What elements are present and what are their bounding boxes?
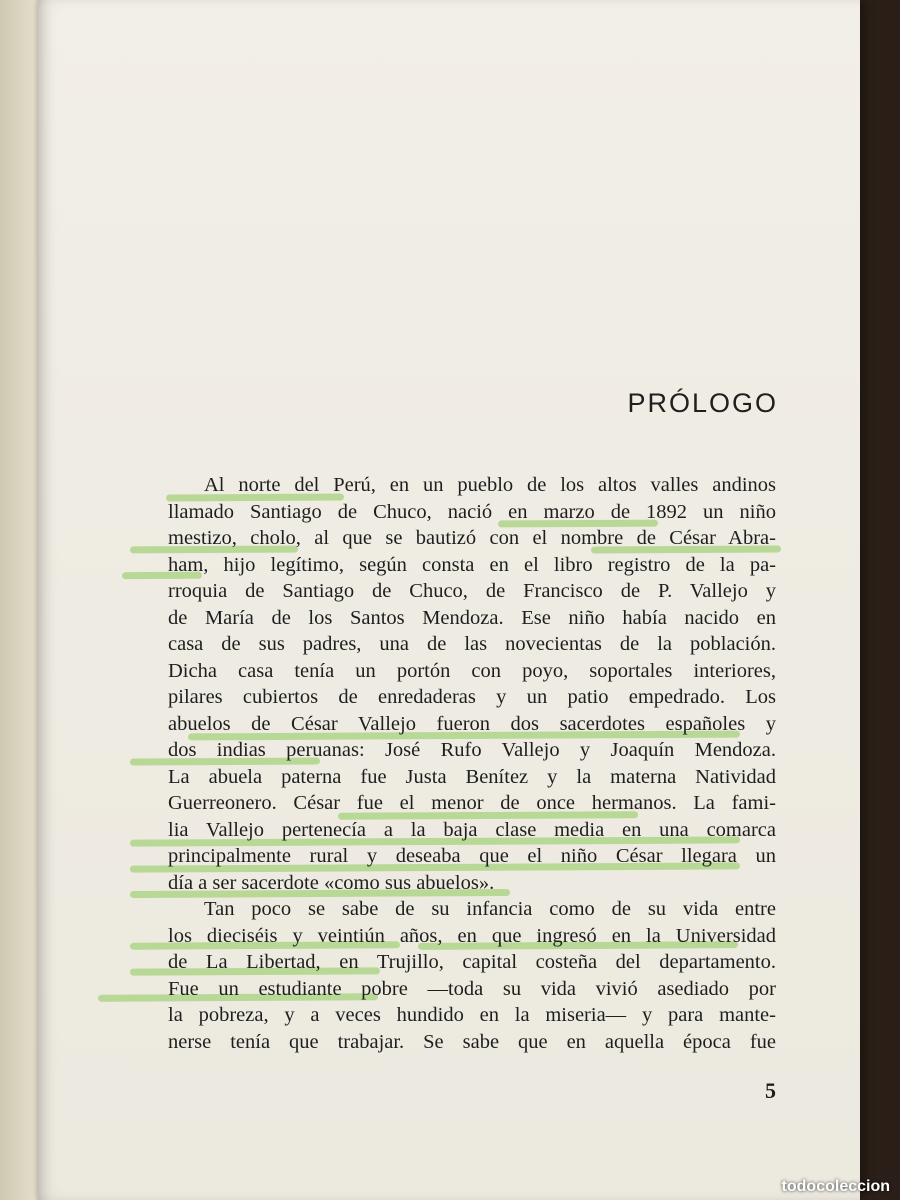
text-line: de María de los Santos Mendoza. Ese niño había nacido en: [168, 606, 776, 629]
page-number: 5: [765, 1078, 776, 1103]
paragraph-1: [168, 472, 776, 896]
text-line: de La Libertad, en Trujillo, capital costeña del departamento.: [168, 951, 776, 973]
text-line: Tan poco se sabe de su infancia como de su vida entre: [204, 898, 776, 920]
text-line: ham, hijo legítimo, según consta en el libro registro de la pa-: [168, 553, 776, 576]
text-line: día a ser sacerdote «como sus abuelos».: [168, 871, 495, 894]
chapter-title: PRÓLOGO: [627, 388, 778, 418]
text-line: los dieciséis y veintiún años, en que ingresó en la Universidad: [168, 924, 776, 947]
text-line: rroquia de Santiago de Chuco, de Francisco de P. Vallejo y: [168, 580, 776, 602]
paragraph-2: [168, 896, 776, 1055]
text-line: La abuela paterna fue Justa Benítez y la materna Natividad: [168, 765, 776, 788]
watermark-logo: todocoleccion: [781, 1178, 890, 1195]
text-line: abuelos de César Vallejo fueron dos sacerdotes españoles y: [168, 712, 776, 735]
text-line: nerse tenía que trabajar. Se sabe que en aquella época fue: [168, 1030, 776, 1053]
text-line: lia Vallejo pertenecía a la baja clase media en una comarca: [168, 818, 776, 841]
text-line: Guerreonero. César fue el menor de once hermanos. La fami-: [168, 792, 776, 814]
text-line: llamado Santiago de Chuco, nació en marzo de 1892 un niño: [168, 500, 776, 523]
text-line: Fue un estudiante pobre —toda su vida vivió asediado por: [168, 977, 776, 1000]
text-line: principalmente rural y deseaba que el niño César llegara un: [168, 845, 776, 867]
text-line: dos indias peruanas: José Rufo Vallejo y Joaquín Mendoza.: [168, 739, 776, 761]
text-line: pilares cubiertos de enredaderas y un patio empedrado. Los: [168, 686, 776, 708]
text-line: Dicha casa tenía un portón con poyo, soportales interiores,: [168, 659, 776, 682]
body-text: [168, 472, 776, 1055]
text-line: la pobreza, y a veces hundido en la miseria— y para mante-: [168, 1004, 776, 1026]
text-line: casa de sus padres, una de las novecientas de la población.: [168, 633, 776, 655]
text-line: Al norte del Perú, en un pueblo de los altos valles andinos: [204, 474, 776, 496]
book-page: [38, 0, 860, 1200]
text-line: mestizo, cholo, al que se bautizó con el nombre de César Abra-: [168, 527, 776, 549]
